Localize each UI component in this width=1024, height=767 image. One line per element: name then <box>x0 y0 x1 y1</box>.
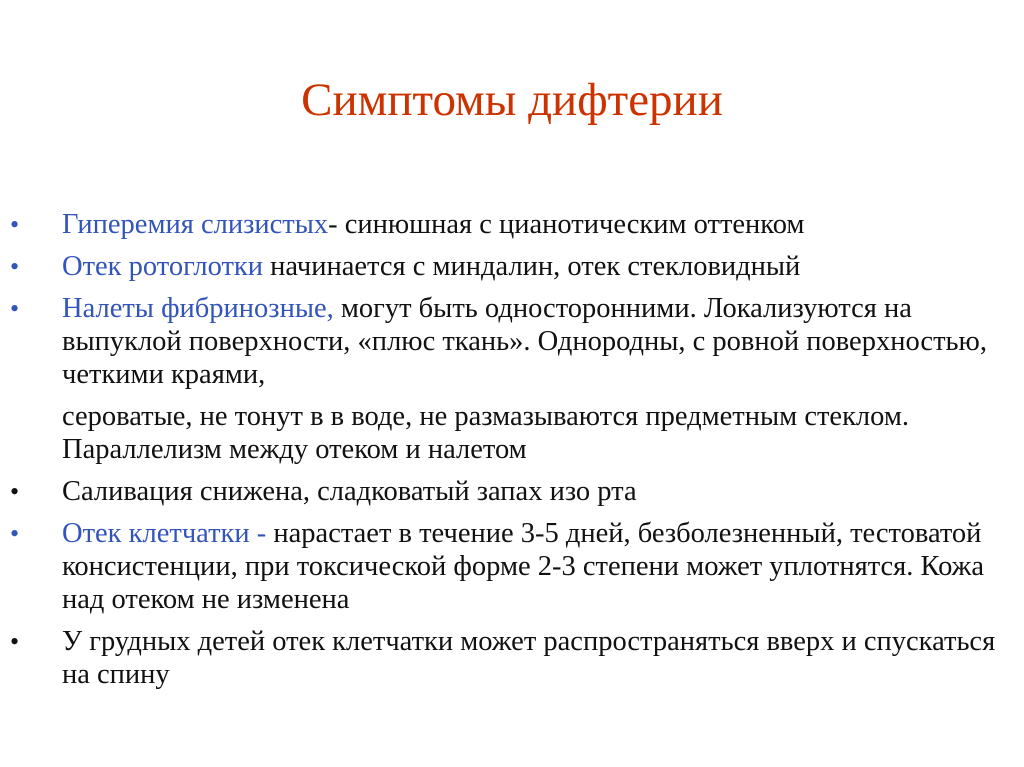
bullet-item <box>10 517 1020 616</box>
bullet-text: начинается с миндалин, отек стекловидный <box>263 251 801 282</box>
bullet-icon: • <box>10 252 20 281</box>
bullet-icon: • <box>10 477 20 506</box>
bullet-list <box>10 208 1020 700</box>
bullet-icon: • <box>10 210 20 239</box>
bullet-icon: • <box>10 627 20 656</box>
bullet-item <box>10 625 1020 691</box>
paragraph-gap <box>62 391 1020 400</box>
bullet-highlight: Отек клетчатки <box>62 518 250 549</box>
bullet-continuation: сероватые, не тонут в в воде, не размазываются предметным стеклом. Параллелизм между отеком и налетом <box>62 401 910 465</box>
bullet-text: Саливация снижена, сладковатый запах изо рта <box>62 476 637 507</box>
bullet-highlight: Налеты фибринозные, <box>62 293 334 324</box>
bullet-item <box>10 292 1020 466</box>
bullet-item <box>10 250 1020 283</box>
bullet-highlight-suffix: - <box>249 518 267 549</box>
bullet-item <box>10 208 1020 241</box>
bullet-icon: • <box>10 294 20 323</box>
bullet-text: У грудных детей отек клетчатки может распространяться вверх и спускаться на спину <box>62 626 996 690</box>
bullet-highlight: Гиперемия слизистых <box>62 209 329 240</box>
bullet-text: нарастает в течение 3-5 дней, безболезненный, тестоватой консистенции, при токсической форме 2-3 степени может уплотнятся. Кожа над отеком не изменена <box>62 518 984 615</box>
bullet-icon: • <box>10 519 20 548</box>
bullet-text: - синюшная с цианотическим оттенком <box>328 209 805 240</box>
bullet-item <box>10 475 1020 508</box>
bullet-text: могут быть односторонними. Локализуются на выпуклой поверхности, «плюс ткань». Однородны, с ровной поверхностью, четкими краями, <box>62 293 987 390</box>
bullet-highlight: Отек ротоглотки <box>62 251 264 282</box>
slide-title: Симптомы дифтерии <box>301 74 723 126</box>
